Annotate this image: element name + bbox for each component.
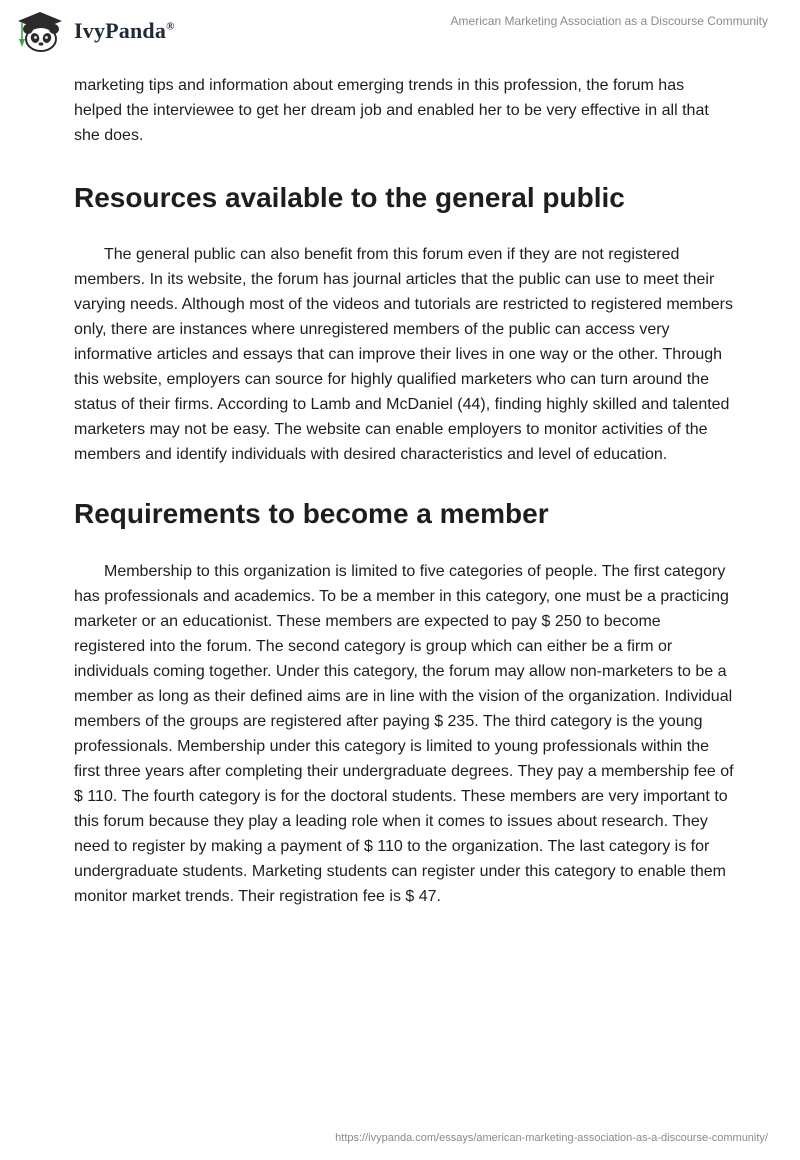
essay-content bbox=[74, 73, 734, 909]
intro-paragraph: marketing tips and information about emerging trends in this profession, the forum has helped the interviewee to get her dream job and enabled her to be very effective in all that she does. bbox=[74, 77, 709, 144]
document-title: American Marketing Association as a Discourse Community bbox=[450, 14, 768, 28]
source-url[interactable]: https://ivypanda.com/essays/american-marketing-association-as-a-discourse-community/ bbox=[335, 1132, 768, 1144]
trademark-symbol: ® bbox=[166, 20, 175, 33]
section-paragraph-requirements: Membership to this organization is limited to five categories of people. The first category has professionals and academics. To be a member in this category, one must be a practicing marketer or an educationist. These members are expected to pay $ 250 to become registered into the forum. The second category is group which can either be a firm or individuals coming together. Under this category, the forum may allow non-marketers to be a member as long as their defined aims are in line with the vision of the organization. Individual members of the groups are registered after paying $ 235. The third category is the young professionals. Membership under this category is limited to young professionals within the first three years after completing their undergraduate degrees. They pay a membership fee of $ 110. The fourth category is for the doctoral students. These members are very important to this forum because they play a leading role when it comes to issues about research. They need to register by making a payment of $ 110 to the organization. The last category is for undergraduate students. Marketing students can register under this category to enable them monitor market trends. Their registration fee is $ 47. bbox=[74, 563, 734, 905]
brand-logo[interactable] bbox=[14, 9, 175, 53]
panda-graduate-icon bbox=[14, 9, 66, 53]
section-paragraph-resources: The general public can also benefit from this forum even if they are not registered members. In its website, the forum has journal articles that the public can use to meet their varying needs. Although most of the videos and tutorials are restricted to registered members only, there are instances where unregistered members of the public can access very informative articles and essays that can improve their lives in one way or the other. Through this website, employers can source for highly qualified marketers who can turn around the status of their firms. According to Lamb and McDaniel (44), finding highly skilled and talented marketers may not be easy. The website can enable employers to monitor activities of the members and identify individuals with desired characteristics and level of education. bbox=[74, 246, 734, 463]
section-heading-requirements: Requirements to become a member bbox=[74, 498, 549, 529]
section-heading-resources: Resources available to the general public bbox=[74, 182, 625, 213]
brand-name: IvyPanda® bbox=[74, 18, 175, 43]
